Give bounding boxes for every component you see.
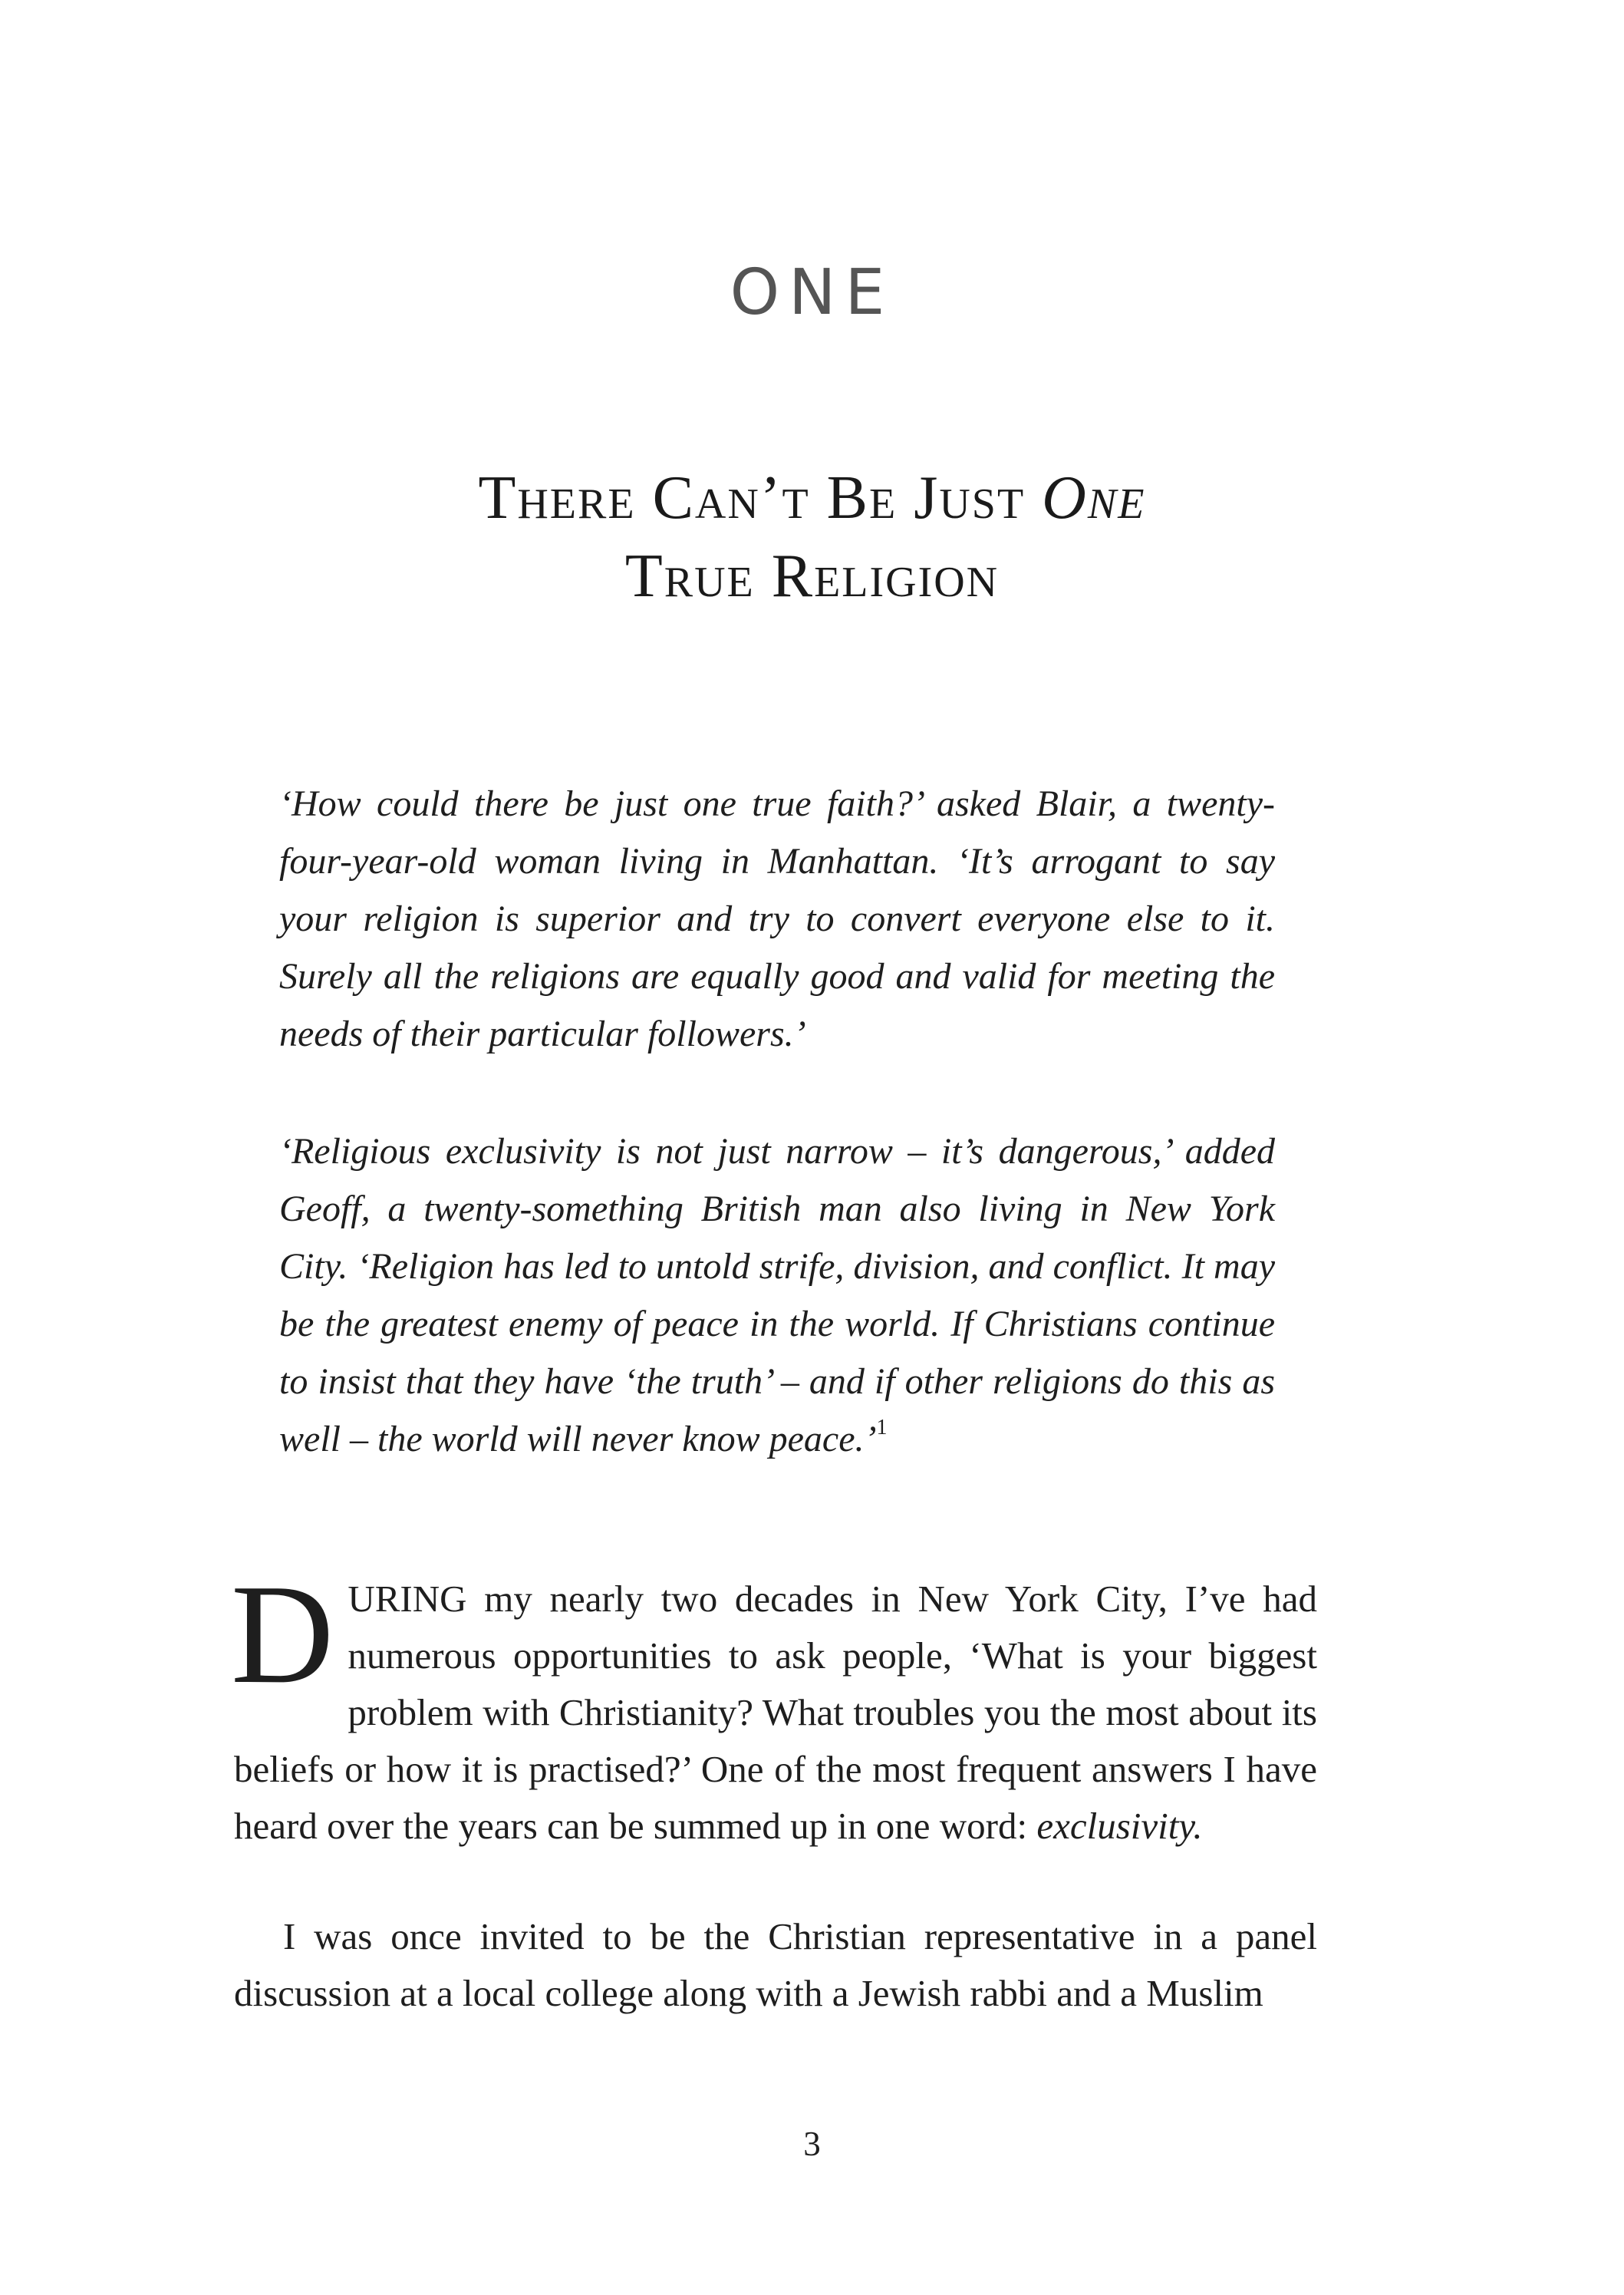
chapter-title-emphasis: One [1042, 464, 1146, 532]
chapter-title-line1 [479, 464, 1146, 532]
chapter-title-part: There Can’t Be Just [478, 464, 1043, 532]
epigraph-text: ‘How could there be just one true faith?’ asked Blair, a twenty-four-year-old woman living in Manhattan. ‘It’s arrogant to say your religion is superior and try to convert everyone else to it. Surely all the religions are equally good and valid for meeting the needs of their particular followers.’ [279, 783, 1275, 1054]
body-paragraph-2 [234, 1908, 1317, 2022]
epigraph-geoff [279, 1123, 1275, 1468]
paragraph-text: my nearly two decades in New York City, I’ve had numerous opportunities to ask people, ‘What is your biggest problem with Christianity? What troubles you the most about its beliefs or how it is practised?’ One of the most frequent answers I have heard over the years can be summed up in one word: [234, 1578, 1317, 1847]
chapter-title [0, 459, 1624, 615]
emphasis-word: exclusivity. [1036, 1805, 1203, 1847]
paragraph-text: I was once invited to be the Christian representative in a panel discussion at a local college along with a Jewish rabbi and a Muslim [234, 1915, 1317, 2014]
page-number: 3 [803, 2125, 821, 2163]
footnote-reference[interactable]: 1 [876, 1416, 888, 1439]
epigraph-blair [279, 775, 1275, 1063]
chapter-number: ONE [730, 256, 894, 329]
epigraph-text: ‘Religious exclusivity is not just narrow – it’s dangerous,’ added Geoff, a twenty-something British man also living in New York City. ‘Religion has led to untold strife, division, and conflict. It may be the greatest enemy of peace in the world. If Christians continue to insist that they have ‘the truth’ – and if other religions do this as well – the world will never know peace.’ [279, 1131, 1275, 1459]
body-paragraph-1 [231, 1555, 1317, 1855]
chapter-title-line2: True Religion [624, 542, 1000, 610]
small-caps-opening: URING [348, 1578, 467, 1620]
drop-cap: D [231, 1555, 334, 1713]
